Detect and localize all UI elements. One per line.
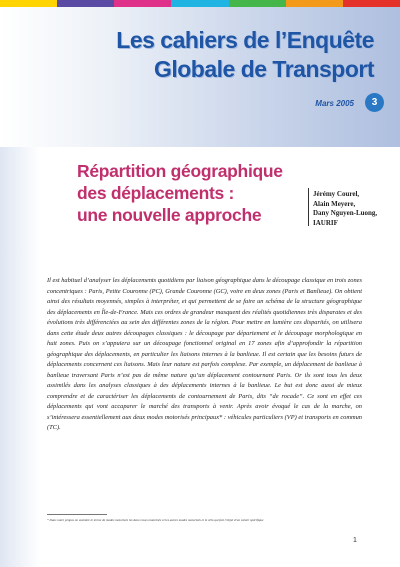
article-title xyxy=(77,160,307,226)
page-number: 1 xyxy=(353,537,357,544)
article-title-line-1: Répartition géographique xyxy=(77,161,283,181)
article-title-line-3: une nouvelle approche xyxy=(77,205,262,225)
author-divider xyxy=(308,188,309,226)
issue-number-badge: 3 xyxy=(365,93,384,112)
author-affiliation: IAURIF xyxy=(313,218,338,227)
color-stripe xyxy=(171,0,228,7)
series-title xyxy=(74,26,374,84)
footnote-divider xyxy=(47,514,107,515)
color-stripe xyxy=(286,0,343,7)
color-stripe xyxy=(0,0,57,7)
series-title-line-2: Globale de Transport xyxy=(153,56,374,82)
series-title-line-1: Les cahiers de l’Enquête xyxy=(116,27,374,53)
author-name: Jérémy Courel, xyxy=(313,190,360,198)
author-name: Dany Nguyen-Luong, xyxy=(313,209,378,217)
color-stripe xyxy=(343,0,400,7)
color-stripe xyxy=(114,0,171,7)
author-name: Alain Meyere, xyxy=(313,199,356,208)
body-paragraph: Il est habituel d’analyser les déplacements quotidiens par liaison géographique dans le découpage classique en trois zones concentriques : Paris, Petite Couronne (PC), Grande Couronne (GC), voire en deux zones (Paris et Banlieue). On obtient ainsi des résultats moyennés, simples à interpréter, et qui permettent de se faire un schéma de la structure géographique des déplacements en Île-de-France. Mais ces ordres de grandeur masquent des réalités quotidiennes très disparates et des évolutions très différenciées au sein des différentes zones de la région. Pour mettre en lumière ces disparités, on utilisera dans cette étude deux autres découpages classiques : le découpage par département et le découpage morphologique en huit zones. Puis on s’appuiera sur un découpage fonctionnel original en 17 zones afin d’approfondir la répartition géographique des déplacements, en particulier les liaisons internes à la banlieue. Il est certain que les besoins futurs de déplacements concernent ces liaisons. Mais leur nature est parfois complexe. Par exemple, un déplacement de banlieue à banlieue traversant Paris n’est pas de même nature qu’un déplacement contournant Paris. Or ils sont tous les deux assimilés dans les analyses classiques à des déplacements internes à la banlieue. Le but est donc aussi de mieux comprendre et de caractériser les déplacements de contournement de Paris, dits “de rocade”. Ce sont en effet ces déplacements qui vont accaparer le marché des transports à venir. Après avoir évoqué le cas de la marche, on s’intéressera essentiellement aux deux modes motorisés principaux* : véhicules particuliers (VP) et transports en commun (TC). xyxy=(47,277,362,431)
issue-date: Mars 2005 xyxy=(315,99,354,108)
left-decorative-band xyxy=(0,147,40,567)
footnote: * Dans notre propos on assimile le terme de modes motorisés les deux roues motorisés et les autres modes motorisés et le vélo qui fait l’objet d’un cahier spécifique xyxy=(47,518,264,522)
color-stripe xyxy=(57,0,114,7)
color-stripe xyxy=(229,0,286,7)
article-title-line-2: des déplacements : xyxy=(77,183,235,203)
color-stripes xyxy=(0,0,400,7)
author-list xyxy=(313,190,398,228)
